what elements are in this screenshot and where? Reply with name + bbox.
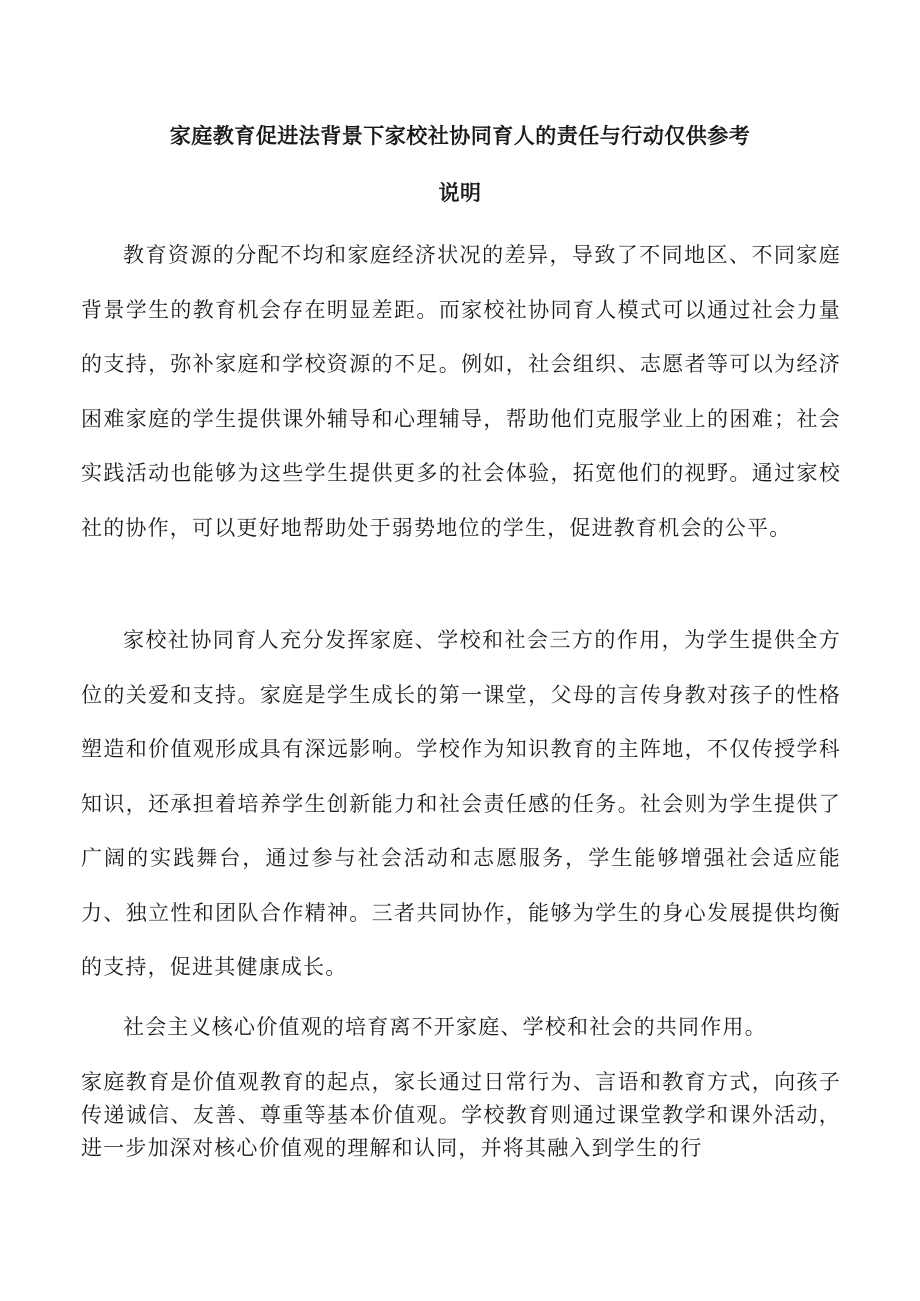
section-heading: 说明 — [438, 181, 482, 205]
document-title: 家庭教育促进法背景下家校社协同育人的责任与行动仅供参考 — [169, 124, 751, 148]
paragraph-1: 教育资源的分配不均和家庭经济状况的差异，导致了不同地区、不同家庭背景学生的教育机会存在明显差距。而家校社协同育人模式可以通过社会力量的支持，弥补家庭和学校资源的不足。例如，社会组织、志愿者等可以为经济困难家庭的学生提供课外辅导和心理辅导，帮助他们克服学业上的困难；社会实践活动也能够为这些学生提供更多的社会体验，拓宽他们的视野。通过家校社的协作，可以更好地帮助处于弱势地位的学生，促进教育机会的公平。 — [81, 243, 841, 540]
paragraph-2: 家校社协同育人充分发挥家庭、学校和社会三方的作用，为学生提供全方位的关爱和支持。家庭是学生成长的第一课堂，父母的言传身教对孩子的性格塑造和价值观形成具有深远影响。学校作为知识教育的主阵地，不仅传授学科知识，还承担着培养学生创新能力和社会责任感的任务。社会则为学生提供了广阔的实践舞台，通过参与社会活动和志愿服务，学生能够增强社会适应能力、独立性和团队合作精神。三者共同协作，能够为学生的身心发展提供均衡的支持，促进其健康成长。 — [81, 628, 841, 979]
paragraph-3: 社会主义核心价值观的培育离不开家庭、学校和社会的共同作用。 — [123, 1015, 767, 1039]
paragraph-4: 家庭教育是价值观教育的起点，家长通过日常行为、言语和教育方式，向孩子传递诚信、友善、尊重等基本价值观。学校教育则通过课堂教学和课外活动，进一步加深对核心价值观的理解和认同，并将其融入到学生的行 — [81, 1070, 841, 1160]
